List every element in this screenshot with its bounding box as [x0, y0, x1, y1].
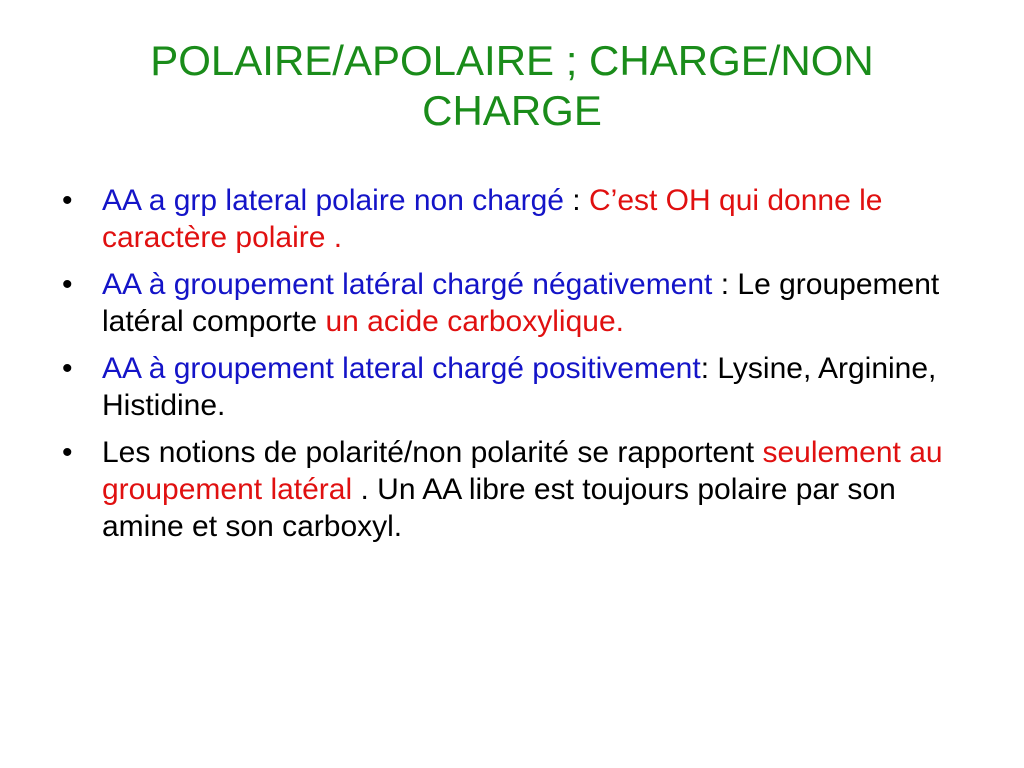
- bullet-item: [60, 434, 970, 545]
- bullet-text-blue: AA à groupement latéral chargé négativement: [102, 268, 713, 301]
- slide-title: POLAIRE/APOLAIRE ; CHARGE/NON CHARGE: [150, 37, 874, 134]
- bullet-item: [60, 350, 970, 424]
- bullet-text-black: Les notions de polarité/non polarité se rapportent: [102, 436, 763, 469]
- bullet-text-blue: AA à groupement lateral chargé positivement: [102, 352, 701, 385]
- bullet-text-blue: AA a grp lateral polaire non chargé: [102, 184, 564, 217]
- bullet-list: [60, 182, 970, 555]
- bullet-text-red: seulement au groupement latéral: [102, 436, 943, 506]
- bullet-dot-icon: •: [62, 436, 73, 469]
- bullet-text-black: : Lysine, Arginine, Histidine.: [102, 352, 937, 422]
- bullet-text-black: :: [563, 184, 589, 217]
- bullet-text-red: C’est OH qui donne le caractère polaire .: [102, 184, 883, 254]
- bullet-dot-icon: •: [62, 352, 73, 385]
- bullet-item: [60, 182, 970, 256]
- bullet-item: [60, 266, 970, 340]
- bullet-dot-icon: •: [62, 268, 73, 301]
- bullet-text-black: . Un AA libre est toujours polaire par son amine et son carboxyl.: [102, 473, 896, 543]
- bullet-text-black: : Le groupement latéral comporte: [102, 268, 940, 338]
- bullet-dot-icon: •: [62, 184, 73, 217]
- bullet-text-red: un acide carboxylique.: [325, 305, 624, 338]
